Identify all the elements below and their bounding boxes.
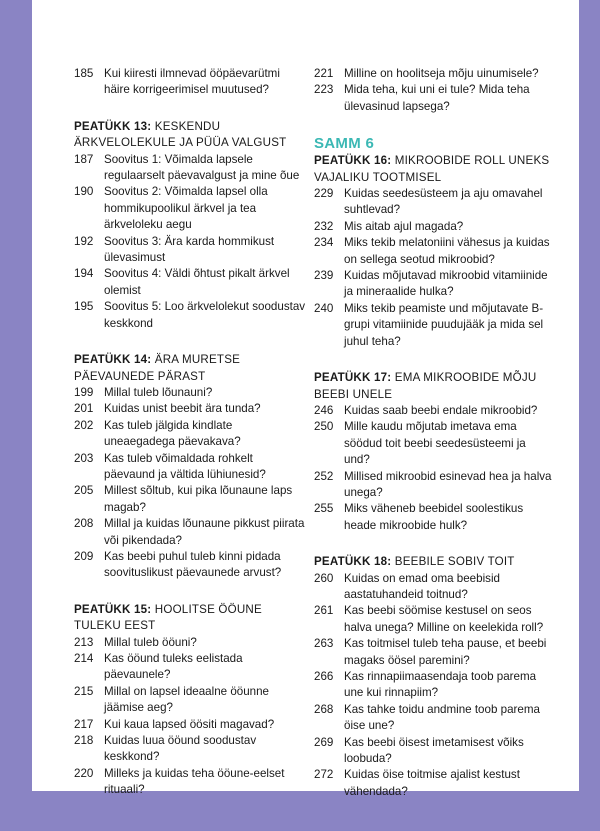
spacer bbox=[314, 534, 554, 554]
toc-page-number: 203 bbox=[74, 451, 94, 465]
toc-page-number: 221 bbox=[314, 67, 334, 80]
toc-page-number: 195 bbox=[74, 300, 94, 314]
toc-entry-title: Millal tuleb ööuni? bbox=[104, 635, 197, 649]
toc-entry bbox=[314, 235, 554, 268]
toc-page-number: 260 bbox=[314, 571, 334, 585]
toc-page-number: 239 bbox=[314, 269, 334, 283]
toc-entry bbox=[314, 186, 554, 219]
toc-entry-title: Kui kiiresti ilmnevad ööpäevarütmi häire korrigeerimisel muutused? bbox=[104, 67, 280, 97]
toc-page-number: 220 bbox=[74, 766, 94, 780]
toc-entry-title: Kas tuleb jälgida kindlate uneaegadega päevakava? bbox=[104, 418, 241, 449]
toc-entry bbox=[314, 669, 554, 702]
toc-page-number: 266 bbox=[314, 670, 334, 683]
spacer bbox=[74, 99, 306, 119]
toc-entry bbox=[314, 735, 554, 768]
toc-entry bbox=[74, 651, 306, 684]
toc-entry-title: Miks väheneb beebidel soolestikus heade mikroobide hulk? bbox=[344, 502, 524, 532]
toc-entry-title: Miks tekib melatoniini vähesus ja kuidas on sellega seotud mikroobid? bbox=[344, 236, 550, 266]
toc-page-number: 246 bbox=[314, 403, 334, 417]
toc-entry bbox=[314, 636, 554, 669]
toc-page-number: 252 bbox=[314, 469, 334, 483]
toc-page-number: 268 bbox=[314, 702, 334, 716]
toc-entry-title: Millised mikroobid esinevad hea ja halva unega? bbox=[344, 469, 552, 499]
toc-entry bbox=[74, 516, 306, 549]
toc-entry-title: Kuidas unist beebit ära tunda? bbox=[104, 402, 261, 416]
toc-entry bbox=[314, 66, 554, 82]
chapter-title: EMA MIKROOBIDE MÕJU BEEBI UNELE bbox=[314, 371, 537, 401]
toc-entry-title: Millest sõltub, kui pika lõunaune laps magab? bbox=[104, 484, 293, 514]
toc-page-number: 214 bbox=[74, 652, 94, 665]
toc-entry bbox=[74, 385, 306, 401]
toc-page-number: 205 bbox=[74, 484, 94, 498]
chapter-heading bbox=[314, 554, 554, 570]
toc-entry bbox=[74, 299, 306, 332]
toc-entry bbox=[314, 268, 554, 301]
toc-entry-title: Kas tuleb võimaldada rohkelt päevaund ja vältida lühiunesid? bbox=[104, 451, 266, 481]
toc-page-number: 190 bbox=[74, 185, 94, 199]
spacer bbox=[74, 332, 306, 352]
chapter-title: HOOLITSE ÖÖUNE TULEKU EEST bbox=[74, 602, 262, 633]
toc-page-number: 213 bbox=[74, 635, 94, 649]
chapter-prefix: PEATÜKK 14: bbox=[74, 353, 152, 367]
toc-page-number: 218 bbox=[74, 734, 94, 748]
toc-page-number: 192 bbox=[74, 234, 94, 248]
toc-page-number: 209 bbox=[74, 549, 94, 563]
toc-entry bbox=[314, 571, 554, 604]
chapter-title: MIKROOBIDE ROLL UNEKS VAJALIKU TOOTMISEL bbox=[314, 154, 550, 184]
toc-entry-title: Soovitus 3: Ära karda hommikust ülevasimust bbox=[104, 234, 275, 265]
toc-entry bbox=[74, 733, 306, 766]
toc-entry bbox=[74, 418, 306, 451]
toc-entry-title: Soovitus 4: Väldi õhtust pikalt ärkvel olemist bbox=[104, 267, 290, 297]
toc-entry-title: Kas tahke toidu andmine toob parema öise une? bbox=[344, 702, 540, 733]
toc-entry bbox=[314, 419, 554, 468]
chapter-title: KESKENDU ÄRKVELOLEKULE JA PÜÜA VALGUST bbox=[74, 119, 287, 150]
toc-entry-title: Soovitus 5: Loo ärkvelolekut soodustav keskkond bbox=[104, 300, 306, 330]
toc-page-number: 199 bbox=[74, 385, 94, 399]
toc-entry bbox=[74, 152, 306, 185]
chapter-heading bbox=[74, 119, 306, 152]
toc-page-number: 261 bbox=[314, 604, 334, 618]
toc-entry-title: Kuidas mõjutavad mikroobid vitamiinide ja mineraalide hulka? bbox=[344, 269, 548, 299]
chapter-heading bbox=[314, 370, 554, 403]
toc-entry-title: Soovitus 1: Võimalda lapsele regulaarselt päevavalgust ja mine õue bbox=[104, 152, 300, 183]
toc-page-number: 208 bbox=[74, 517, 94, 531]
book-page bbox=[32, 0, 579, 798]
toc-entry-title: Kas ööund tuleks eelistada päevaunele? bbox=[104, 652, 243, 682]
toc-page-number: 194 bbox=[74, 267, 94, 281]
toc-page-number: 229 bbox=[314, 187, 334, 201]
step-label: SAMM 6 bbox=[314, 135, 375, 153]
toc-entry bbox=[314, 219, 554, 235]
toc-page-number: 201 bbox=[74, 402, 94, 416]
toc-page-number: 269 bbox=[314, 735, 334, 749]
toc-entry bbox=[314, 82, 554, 115]
toc-right-column bbox=[314, 66, 554, 800]
toc-entry-title: Kas rinnapiimaasendaja toob parema une kui rinnapiim? bbox=[344, 670, 537, 700]
toc-entry bbox=[74, 401, 306, 417]
toc-entry bbox=[74, 451, 306, 484]
toc-entry-title: Milline on hoolitseja mõju uinumisele? bbox=[344, 67, 539, 80]
toc-entry-title: Miks tekib peamiste und mõjutavate B-grupi vitamiinide puudujääk ja mida sel juhul teha? bbox=[344, 301, 544, 348]
toc-entry bbox=[74, 549, 306, 582]
toc-entry-title: Millal ja kuidas lõunaune pikkust piirata või pikendada? bbox=[104, 517, 305, 547]
spacer bbox=[314, 350, 554, 370]
chapter-heading bbox=[74, 352, 306, 385]
toc-entry bbox=[314, 469, 554, 502]
toc-entry-title: Kuidas on emad oma beebisid aastatuhandeid toitnud? bbox=[344, 571, 500, 601]
chapter-heading bbox=[314, 153, 554, 186]
toc-entry bbox=[314, 403, 554, 419]
toc-page-number: 240 bbox=[314, 301, 334, 315]
toc-entry bbox=[314, 603, 554, 636]
toc-entry bbox=[314, 767, 554, 800]
chapter-title: BEEBILE SOBIV TOIT bbox=[394, 555, 515, 569]
toc-entry-title: Milleks ja kuidas teha ööune-eelset rituaali? bbox=[104, 766, 285, 797]
toc-entry-title: Kas beebi puhul tuleb kinni pidada soovituslikust päevaunede arvust? bbox=[104, 549, 282, 580]
toc-entry-title: Kuidas luua ööund soodustav keskkond? bbox=[104, 734, 257, 764]
chapter-prefix: PEATÜKK 17: bbox=[314, 371, 392, 385]
toc-entry-title: Kuidas saab beebi endale mikroobid? bbox=[344, 403, 538, 417]
toc-page-number: 202 bbox=[74, 418, 94, 432]
toc-entry bbox=[74, 766, 306, 799]
toc-entry bbox=[74, 717, 306, 733]
chapter-title: ÄRA MURETSE PÄEVAUNEDE PÄRAST bbox=[74, 353, 241, 383]
toc-page-number: 215 bbox=[74, 684, 94, 698]
toc-page-number: 223 bbox=[314, 83, 334, 97]
toc-entry-title: Kui kaua lapsed öösiti magavad? bbox=[104, 717, 275, 731]
toc-entry-title: Mille kaudu mõjutab imetava ema söödud toit beebi seedesüsteemi ja und? bbox=[344, 420, 526, 467]
toc-entry-title: Millal on lapsel ideaalne ööunne jäämise aeg? bbox=[104, 684, 270, 715]
toc-entry bbox=[74, 635, 306, 651]
toc-entry-title: Mida teha, kui uni ei tule? Mida teha ülevasinud lapsega? bbox=[344, 83, 530, 113]
toc-page-number: 187 bbox=[74, 152, 94, 166]
chapter-heading bbox=[74, 602, 306, 635]
toc-entry-title: Kuidas seedesüsteem ja aju omavahel suhtlevad? bbox=[344, 187, 543, 217]
toc-entry bbox=[314, 501, 554, 534]
toc-page-number: 234 bbox=[314, 236, 334, 250]
toc-entry bbox=[314, 301, 554, 350]
toc-page-number: 272 bbox=[314, 768, 334, 782]
toc-page-number: 232 bbox=[314, 219, 334, 233]
toc-entry-title: Millal tuleb lõunauni? bbox=[104, 385, 213, 399]
toc-entry-title: Kas toitmisel tuleb teha pause, et beebi magaks öösel paremini? bbox=[344, 637, 547, 667]
toc-entry bbox=[74, 234, 306, 267]
chapter-prefix: PEATÜKK 13: bbox=[74, 119, 152, 133]
toc-entry-title: Kas beebi öisest imetamisest võiks loobuda? bbox=[344, 735, 524, 766]
toc-entry bbox=[74, 684, 306, 717]
toc-page-number: 250 bbox=[314, 420, 334, 434]
toc-page-number: 217 bbox=[74, 717, 94, 731]
toc-page-number: 255 bbox=[314, 502, 334, 516]
toc-entry-title: Kas beebi söömise kestusel on seos halva unega? Milline on keelekida roll? bbox=[344, 604, 544, 634]
toc-page-number: 185 bbox=[74, 67, 94, 80]
toc-entry-title: Soovitus 2: Võimalda lapsel olla hommikupoolikul ärkvel ja tea ärkveloleku aegu bbox=[104, 185, 268, 232]
toc-entry bbox=[74, 184, 306, 233]
toc-page-number: 263 bbox=[314, 637, 334, 651]
chapter-prefix: PEATÜKK 16: bbox=[314, 154, 392, 168]
chapter-prefix: PEATÜKK 18: bbox=[314, 555, 392, 569]
spacer bbox=[74, 582, 306, 602]
toc-entry bbox=[74, 66, 306, 99]
chapter-prefix: PEATÜKK 15: bbox=[74, 602, 152, 616]
toc-entry-title: Mis aitab ajul magada? bbox=[344, 219, 464, 233]
toc-left-column bbox=[74, 66, 306, 799]
toc-entry-title: Kuidas öise toitmise ajalist kestust vähendada? bbox=[344, 768, 520, 798]
toc-entry bbox=[74, 483, 306, 516]
spacer bbox=[314, 115, 554, 135]
toc-entry bbox=[314, 702, 554, 735]
toc-entry bbox=[74, 266, 306, 299]
